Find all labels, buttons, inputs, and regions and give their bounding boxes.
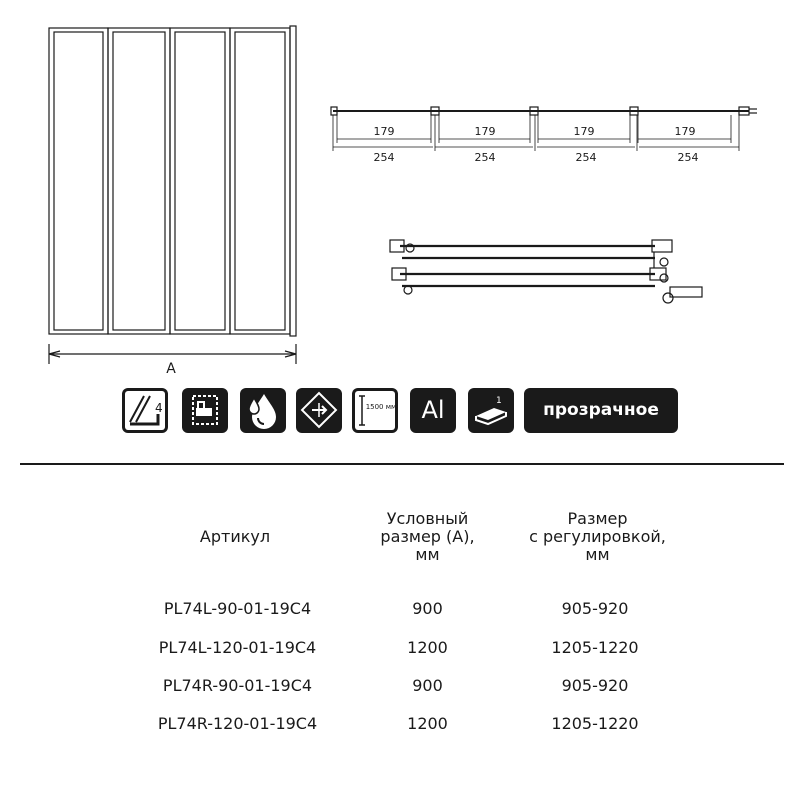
top-view-drawing <box>325 95 765 175</box>
table-row-adjust: 905-920 <box>561 599 629 618</box>
folded-view-drawing <box>380 232 715 312</box>
svg-text:1: 1 <box>496 396 502 406</box>
table-row-adjust: 905-920 <box>561 676 629 695</box>
aluminium-label: Al <box>421 396 445 424</box>
aluminium-profile-icon <box>410 388 456 433</box>
dim-inner-4: 179 <box>674 125 696 138</box>
table-row-nominal: 900 <box>412 599 443 618</box>
water-repellent-icon <box>240 388 286 433</box>
table-row-nominal: 900 <box>412 676 443 695</box>
dim-outer-1: 254 <box>373 151 395 164</box>
glass-type-badge: прозрачное <box>524 388 678 433</box>
header-nominal-size: Условный размер (А), мм <box>380 509 475 564</box>
table-row-article: PL74L-120-01-19C4 <box>158 638 317 657</box>
tray-icon <box>468 388 514 433</box>
table-row-nominal: 1200 <box>407 714 448 733</box>
dim-inner-3: 179 <box>573 125 595 138</box>
dim-outer-2: 254 <box>474 151 496 164</box>
glass-thickness-icon <box>122 388 168 433</box>
svg-text:4: 4 <box>155 401 163 415</box>
easy-clean-coating-icon <box>182 388 228 433</box>
table-row-article: PL74R-90-01-19C4 <box>162 676 313 695</box>
table-row-adjust: 1205-1220 <box>551 638 639 657</box>
table-row-article: PL74R-120-01-19C4 <box>157 714 318 733</box>
dim-inner-1: 179 <box>373 125 395 138</box>
section-divider <box>20 463 784 465</box>
table-row-adjust: 1205-1220 <box>551 714 639 733</box>
header-article: Артикул <box>199 527 271 546</box>
svg-text:1500 мм: 1500 мм <box>365 403 397 411</box>
dim-outer-4: 254 <box>677 151 699 164</box>
front-view-drawing <box>40 22 310 382</box>
height-icon <box>352 388 398 433</box>
header-adjust-size: Размер с регулировкой, мм <box>529 509 666 564</box>
table-row-nominal: 1200 <box>407 638 448 657</box>
table-row-article: PL74L-90-01-19C4 <box>163 599 312 618</box>
dim-inner-2: 179 <box>474 125 496 138</box>
dim-outer-3: 254 <box>575 151 597 164</box>
reversible-mount-icon <box>296 388 342 433</box>
width-label: A <box>166 361 176 377</box>
